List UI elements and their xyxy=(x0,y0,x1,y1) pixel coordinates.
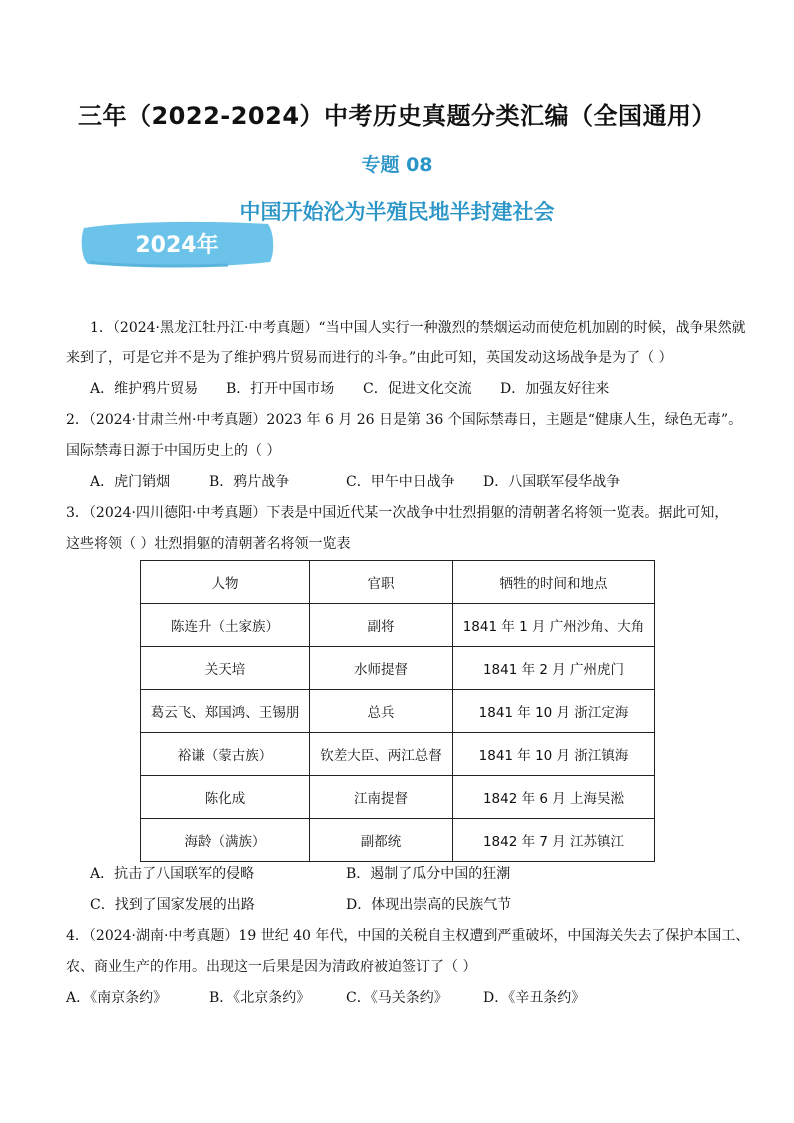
q1-option-c: C．促进文化交流 xyxy=(363,381,472,397)
topic-title: 中国开始沦为半殖民地半封建社会 xyxy=(239,200,555,224)
table-row xyxy=(141,776,655,819)
year-badge-label: 2024年 xyxy=(135,233,219,258)
q2-line-1: 2．（2024·甘肃兰州·中考真题）2023 年 6 月 26 日是第 36 个国际禁毒日，主题是“健康人生，绿色无毒”。 xyxy=(66,412,743,428)
table-cell: 水师提督 xyxy=(310,647,453,690)
page-title: 三年（2022-2024）中考历史真题分类汇编（全国通用） xyxy=(77,102,717,130)
table-cell: 1841 年 10 月 浙江定海 xyxy=(453,690,655,733)
table-cell: 葛云飞、郑国鸿、王锡朋 xyxy=(141,690,310,733)
table-header-cell: 官职 xyxy=(310,561,453,604)
q3-option-a: A．抗击了八国联军的侵略 xyxy=(90,866,255,882)
table-cell: 关天培 xyxy=(141,647,310,690)
table-cell: 江南提督 xyxy=(310,776,453,819)
table-header-cell: 牺牲的时间和地点 xyxy=(453,561,655,604)
q4-option-b: B．《北京条约》 xyxy=(209,990,311,1006)
q1-option-d: D．加强友好往来 xyxy=(500,381,610,397)
table-cell: 海龄（满族） xyxy=(141,819,310,862)
q3-option-b: B．遏制了瓜分中国的狂潮 xyxy=(346,866,511,882)
table-cell: 1842 年 7 月 江苏镇江 xyxy=(453,819,655,862)
q4-option-a: A．《南京条约》 xyxy=(66,990,168,1006)
q4-option-d: D．《辛丑条约》 xyxy=(483,990,586,1006)
q3-option-c: C．找到了国家发展的出路 xyxy=(90,897,255,913)
table-row xyxy=(141,819,655,862)
q2-line-2: 国际禁毒日源于中国历史上的（ ） xyxy=(66,443,281,459)
q3-line-2: 这些将领（ ）壮烈捐躯的清朝著名将领一览表 xyxy=(66,536,351,552)
table-cell: 钦差大臣、两江总督 xyxy=(310,733,453,776)
table-cell: 陈连升（土家族） xyxy=(141,604,310,647)
table-cell: 裕谦（蒙古族） xyxy=(141,733,310,776)
q4-line-2: 农、商业生产的作用。出现这一后果是因为清政府被迫签订了（ ） xyxy=(66,959,477,975)
table-cell: 陈化成 xyxy=(141,776,310,819)
generals-table xyxy=(140,560,655,862)
table-cell: 1842 年 6 月 上海吴淞 xyxy=(453,776,655,819)
table-cell: 1841 年 2 月 广州虎门 xyxy=(453,647,655,690)
q1-option-b: B．打开中国市场 xyxy=(226,381,335,397)
table-cell: 总兵 xyxy=(310,690,453,733)
table-cell: 1841 年 1 月 广州沙角、大角 xyxy=(453,604,655,647)
table-cell: 副将 xyxy=(310,604,453,647)
q2-option-a: A．虎门销烟 xyxy=(90,474,171,490)
q2-option-b: B．鸦片战争 xyxy=(209,474,290,490)
q2-option-d: D．八国联军侵华战争 xyxy=(483,474,621,490)
q1-option-a: A．维护鸦片贸易 xyxy=(90,381,199,397)
q1-line-1: 1．（2024·黑龙江牡丹江·中考真题）“当中国人实行一种激烈的禁烟运动而使危机加剧的时候，战争果然就 xyxy=(90,320,746,336)
table-header-cell: 人物 xyxy=(141,561,310,604)
table-cell: 副都统 xyxy=(310,819,453,862)
year-badge xyxy=(78,218,276,270)
table-row xyxy=(141,690,655,733)
table-row xyxy=(141,733,655,776)
q3-line-1: 3．（2024·四川德阳·中考真题）下表是中国近代某一次战争中壮烈捐躯的清朝著名将领一览表。据此可知， xyxy=(66,505,729,521)
topic-number: 专题 08 xyxy=(361,154,433,176)
q4-option-c: C．《马关条约》 xyxy=(346,990,448,1006)
q3-option-d: D．体现出崇高的民族气节 xyxy=(346,897,512,913)
table-cell: 1841 年 10 月 浙江镇海 xyxy=(453,733,655,776)
table-row xyxy=(141,604,655,647)
table-header-row xyxy=(141,561,655,604)
table-row xyxy=(141,647,655,690)
q4-line-1: 4．（2024·湖南·中考真题）19 世纪 40 年代，中国的关税自主权遭到严重破坏，中国海关失去了保护本国工、 xyxy=(66,928,750,944)
q1-line-2: 来到了，可是它并不是为了维护鸦片贸易而进行的斗争。”由此可知，英国发动这场战争是为了（ ） xyxy=(66,350,673,366)
q2-option-c: C．甲午中日战争 xyxy=(346,474,455,490)
